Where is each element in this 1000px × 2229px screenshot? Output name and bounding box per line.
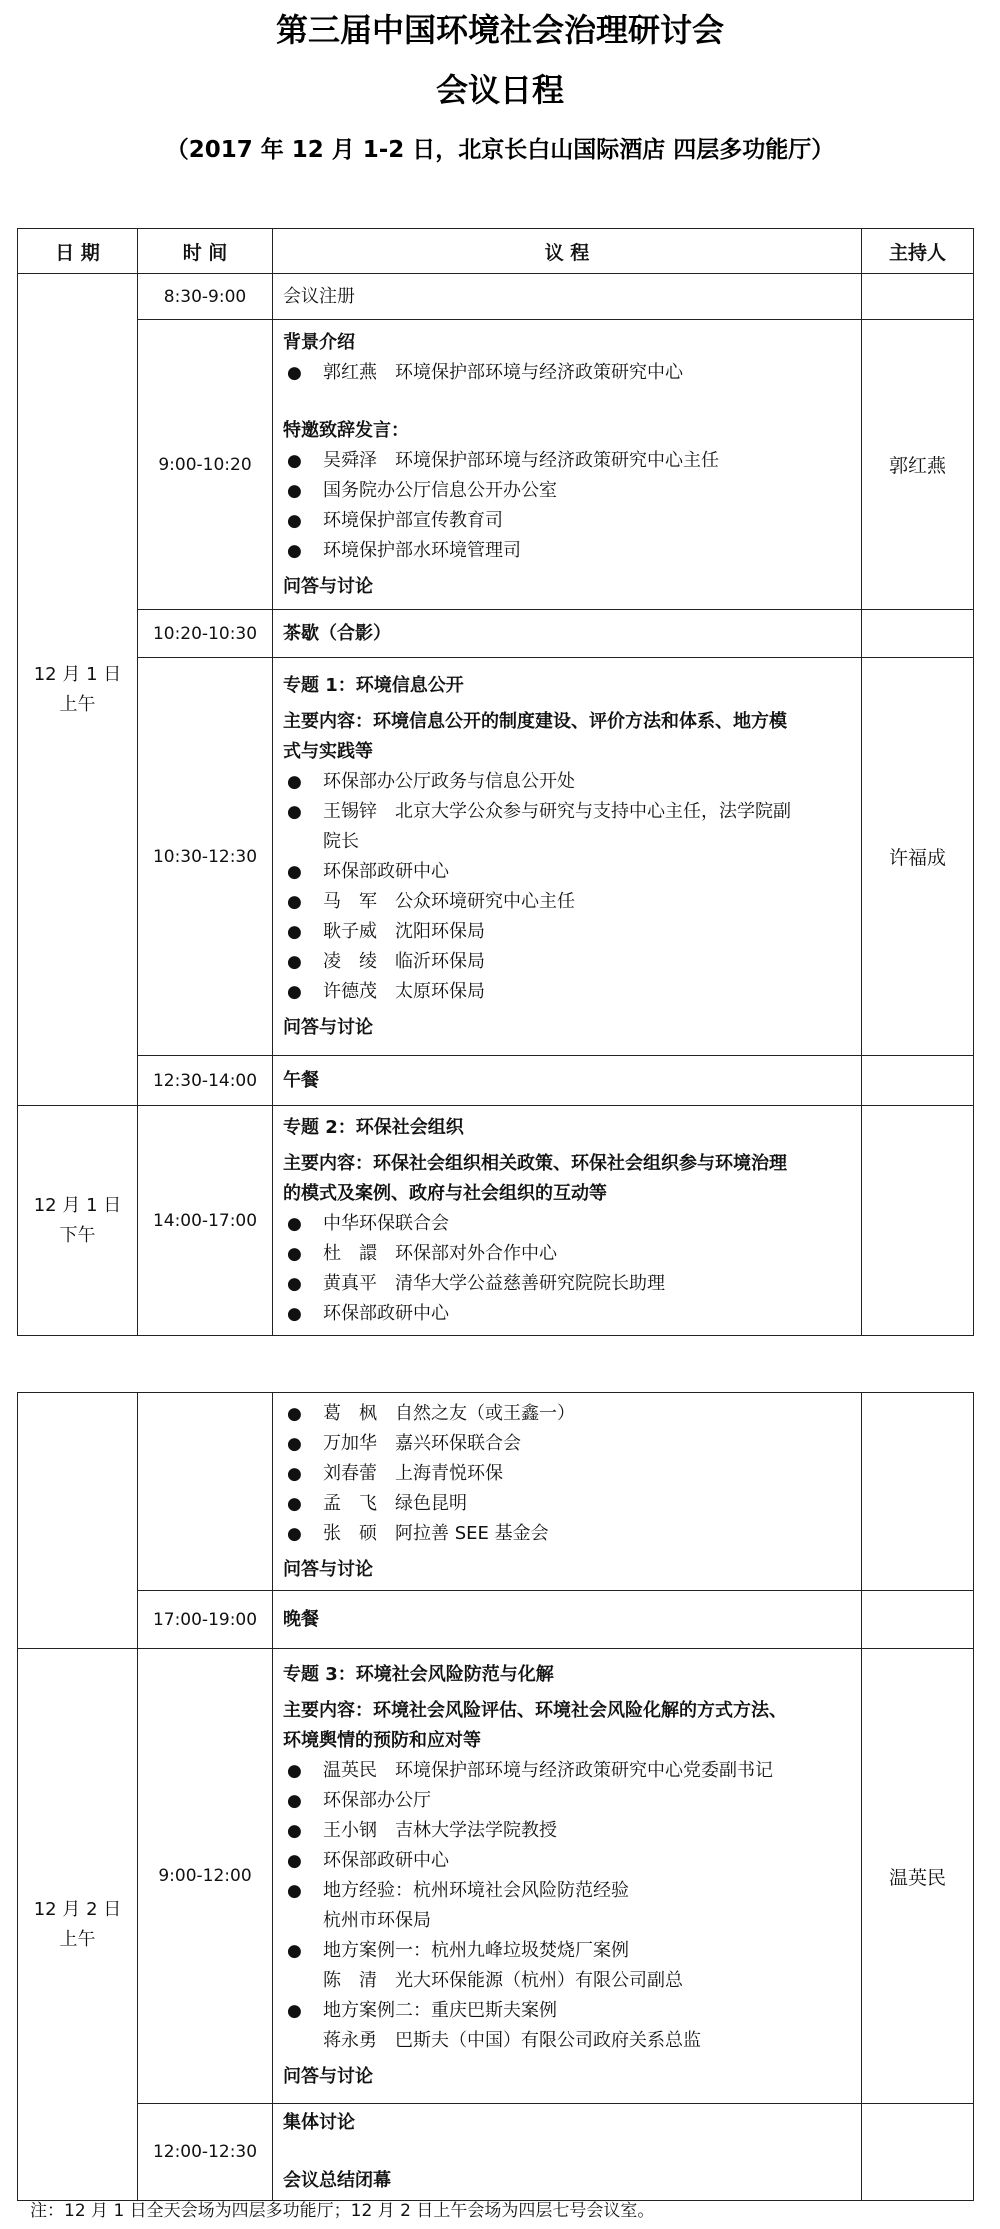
time-cell: 12:00-12:30 <box>138 2104 273 2201</box>
list-item: ● 环保部政研中心 <box>287 1850 449 1871</box>
time-cell: 8:30-9:00 <box>138 274 273 320</box>
header-agenda: 议 程 <box>273 229 862 274</box>
host-cell: 许福成 <box>862 658 974 1056</box>
table-row <box>18 274 974 320</box>
agenda-cell: 会议注册 <box>273 274 862 320</box>
list-item: ● 孟 飞 绿色昆明 <box>287 1492 467 1514</box>
list-item: ● 地方案例二：重庆巴斯夫案例 蒋永勇 巴斯夫（中国）有限公司政府关系总监 <box>287 2000 701 2051</box>
table-row <box>18 658 974 1056</box>
list-item: ● 环保部政研中心 <box>287 860 449 882</box>
host-cell <box>862 274 974 320</box>
agenda-cell <box>273 320 862 610</box>
time-cell: 12:30-14:00 <box>138 1056 273 1106</box>
table-row <box>18 610 974 658</box>
topic-content: 的模式及案例、政府与社会组织的互动等 <box>283 1182 607 1204</box>
list-item: ● 环境保护部水环境管理司 <box>287 539 521 561</box>
agenda-cell <box>273 2104 862 2201</box>
topic-heading: 专题 2：环保社会组织 <box>283 1116 464 1138</box>
topic-content: 主要内容：环保社会组织相关政策、环保社会组织参与环境治理 <box>283 1152 787 1174</box>
list-item: ● 郭红燕 环境保护部环境与经济政策研究中心 <box>287 361 683 383</box>
qa-label: 问答与讨论 <box>283 1016 373 1038</box>
list-item: ● 地方经验：杭州环境社会风险防范经验 杭州市环保局 <box>287 1880 629 1931</box>
footnote: 注：12 月 1 日全天会场为四层多功能厅；12 月 2 日上午会场为四层七号会议室。 <box>30 2201 655 2221</box>
date-label: 12 月 1 日 <box>33 663 122 685</box>
schedule-table-page1 <box>17 228 974 1336</box>
date-label: 12 月 1 日 <box>33 1194 122 1216</box>
list-item: ● 地方案例一：杭州九峰垃圾焚烧厂案例 陈 清 光大环保能源（杭州）有限公司副总 <box>287 1940 683 1991</box>
list-item: ● 凌 绫 临沂环保局 <box>287 950 485 972</box>
list-item: ● 王锡锌 北京大学公众参与研究与支持中心主任，法学院副 院长 <box>287 800 791 852</box>
host-cell <box>862 1106 974 1336</box>
list-item: ● 葛 枫 自然之友（或王鑫一） <box>287 1402 575 1424</box>
list-item: ● 王小钢 吉林大学法学院教授 <box>287 1820 557 1841</box>
topic-heading: 专题 3：环境社会风险防范与化解 <box>283 1664 554 1685</box>
agenda-cell <box>273 658 862 1056</box>
topic-heading: 专题 1：环境信息公开 <box>283 674 464 696</box>
date-cell <box>18 1649 138 2201</box>
table-row <box>18 1393 974 1591</box>
date-cell <box>18 1393 138 1649</box>
session-label: 上午 <box>59 693 96 715</box>
header-date: 日 期 <box>18 229 138 274</box>
date-cell <box>18 274 138 1106</box>
session-label: 下午 <box>59 1224 96 1246</box>
qa-label: 问答与讨论 <box>283 2066 373 2087</box>
list-item: ● 刘春蕾 上海青悦环保 <box>287 1462 503 1484</box>
host-cell: 温英民 <box>862 1649 974 2104</box>
topic-content: 主要内容：环境信息公开的制度建设、评价方法和体系、地方模 <box>283 710 787 732</box>
qa-label: 问答与讨论 <box>283 575 373 597</box>
header-host: 主持人 <box>862 229 974 274</box>
time-cell: 9:00-12:00 <box>138 1649 273 2104</box>
header-time: 时 间 <box>138 229 273 274</box>
section-heading: 背景介绍 <box>283 331 355 353</box>
list-item: ● 许德茂 太原环保局 <box>287 980 485 1002</box>
host-cell <box>862 1056 974 1106</box>
list-item: ● 马 军 公众环境研究中心主任 <box>287 890 575 912</box>
agenda-cell: 茶歇（合影） <box>273 610 862 658</box>
section-heading: 特邀致辞发言： <box>283 419 409 441</box>
table-row <box>18 1056 974 1106</box>
agenda-cell <box>273 1393 862 1591</box>
host-cell <box>862 2104 974 2201</box>
list-item: ● 黄真平 清华大学公益慈善研究院院长助理 <box>287 1272 665 1294</box>
list-item: ● 中华环保联合会 <box>287 1212 449 1234</box>
table-header-row <box>18 229 974 274</box>
table-row <box>18 1106 974 1336</box>
topic-content: 环境舆情的预防和应对等 <box>283 1730 481 1751</box>
list-item: ● 国务院办公厅信息公开办公室 <box>287 479 557 501</box>
time-cell: 10:20-10:30 <box>138 610 273 658</box>
list-item: ● 环保部办公厅政务与信息公开处 <box>287 770 575 792</box>
document-subtitle: 会议日程 <box>435 71 564 109</box>
time-cell: 9:00-10:20 <box>138 320 273 610</box>
time-cell: 17:00-19:00 <box>138 1591 273 1649</box>
list-item: ● 吴舜泽 环境保护部环境与经济政策研究中心主任 <box>287 449 719 471</box>
agenda-cell <box>273 1649 862 2104</box>
agenda-line: 会议总结闭幕 <box>283 2170 391 2191</box>
host-cell <box>862 1393 974 1591</box>
venue-line: （2017 年 12 月 1-2 日，北京长白山国际酒店 四层多功能厅） <box>165 137 835 163</box>
list-item: ● 耿子威 沈阳环保局 <box>287 920 485 942</box>
date-cell <box>18 1106 138 1336</box>
list-item: ● 杜 譞 环保部对外合作中心 <box>287 1242 557 1264</box>
list-item: ● 万加华 嘉兴环保联合会 <box>287 1432 521 1454</box>
agenda-cell: 午餐 <box>273 1056 862 1106</box>
table-row <box>18 1649 974 2104</box>
time-cell: 14:00-17:00 <box>138 1106 273 1336</box>
host-cell <box>862 610 974 658</box>
host-cell <box>862 1591 974 1649</box>
list-item: ● 环保部政研中心 <box>287 1302 449 1324</box>
time-cell <box>138 1393 273 1591</box>
agenda-cell: 晚餐 <box>273 1591 862 1649</box>
agenda-cell <box>273 1106 862 1336</box>
topic-content: 主要内容：环境社会风险评估、环境社会风险化解的方式方法、 <box>283 1700 787 1721</box>
list-item: ● 温英民 环境保护部环境与经济政策研究中心党委副书记 <box>287 1760 773 1781</box>
list-item: ● 环境保护部宣传教育司 <box>287 509 503 531</box>
qa-label: 问答与讨论 <box>283 1558 373 1580</box>
date-label: 12 月 2 日 <box>33 1898 122 1920</box>
table-row <box>18 2104 974 2201</box>
list-item: ● 环保部办公厅 <box>287 1790 431 1811</box>
time-cell: 10:30-12:30 <box>138 658 273 1056</box>
schedule-table-page2 <box>17 1392 974 2201</box>
table-row <box>18 320 974 610</box>
topic-content: 式与实践等 <box>283 740 373 762</box>
host-cell: 郭红燕 <box>862 320 974 610</box>
table-row <box>18 1591 974 1649</box>
agenda-line: 集体讨论 <box>283 2112 355 2133</box>
list-item: ● 张 硕 阿拉善 SEE 基金会 <box>287 1522 549 1544</box>
document-title: 第三届中国环境社会治理研讨会 <box>275 11 724 49</box>
session-label: 上午 <box>59 1928 96 1950</box>
